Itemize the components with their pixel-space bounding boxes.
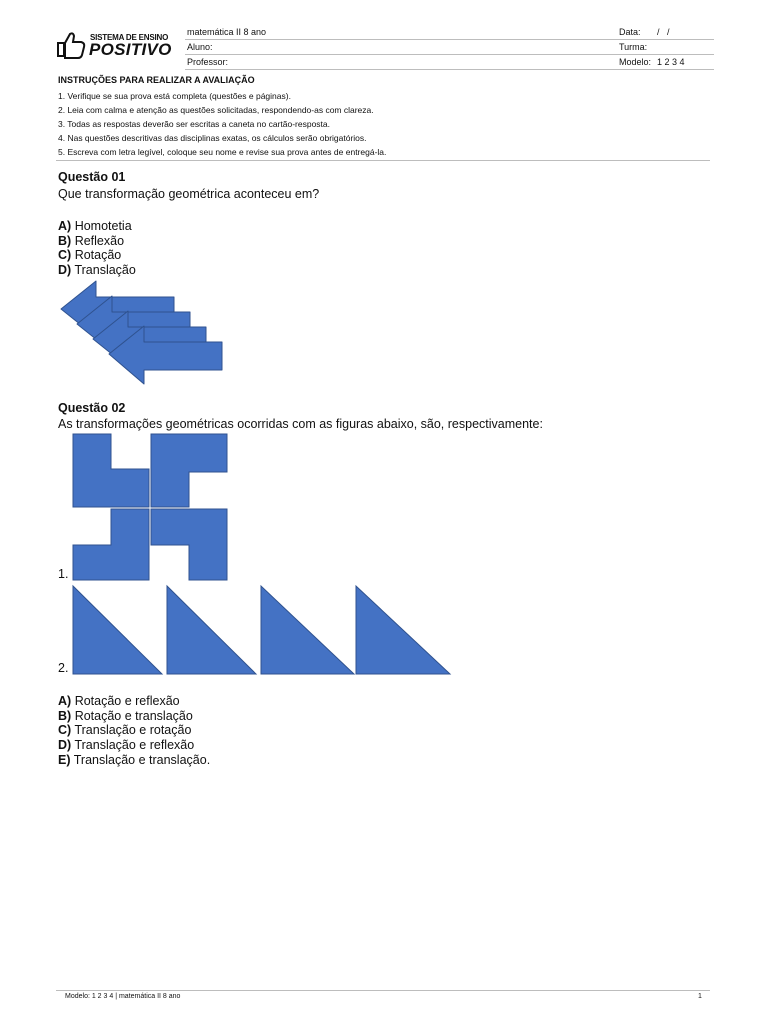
option-text: Translação e rotação [74, 723, 192, 737]
option-letter: D) [58, 263, 72, 277]
option-text: Reflexão [74, 234, 125, 248]
question-1-option-b [58, 234, 124, 249]
professor-label: Professor: [187, 57, 229, 67]
option-text: Rotação e reflexão [74, 694, 180, 708]
triangle-shape [261, 586, 354, 674]
subject-title: matemática II 8 ano [187, 27, 267, 37]
question-2-option-d [58, 738, 194, 753]
instruction-item: 5. Escreva com letra legível, coloque seu nome e revise sua prova antes de entregá-la. [58, 147, 387, 157]
footer-rule [56, 990, 710, 991]
question-2-option-a [58, 694, 180, 709]
l-shape [151, 434, 227, 507]
l-shape [151, 509, 227, 580]
question-1-option-c [58, 248, 121, 263]
option-letter: B) [58, 709, 72, 723]
question-1-option-a [58, 219, 132, 234]
header-rule [185, 39, 714, 40]
option-letter: C) [58, 723, 72, 737]
data-label: Data: [619, 27, 641, 37]
instruction-item: 1. Verifique se sua prova está completa (questões e páginas). [58, 91, 291, 101]
question-1-option-d [58, 263, 136, 278]
question-1-title: Questão 01 [58, 170, 126, 184]
page-number: 1 [698, 993, 702, 1000]
thumbs-up-icon [54, 30, 88, 60]
question-2-option-b [58, 709, 193, 724]
footer-model: Modelo: 1 2 3 4 | matemática II 8 ano [65, 993, 181, 1000]
aluno-label: Aluno: [187, 42, 213, 52]
option-text: Rotação [74, 248, 122, 262]
instructions-divider [56, 160, 710, 161]
question-2-title: Questão 02 [58, 401, 126, 415]
triangle-shape [356, 586, 450, 674]
option-letter: A) [58, 694, 72, 708]
modelo-label: Modelo: [619, 57, 652, 67]
modelo-value: 1 2 3 4 [657, 57, 685, 67]
triangle-shape [73, 586, 162, 674]
instructions-title: INSTRUÇÕES PARA REALIZAR A AVALIAÇÃO [58, 75, 255, 85]
logo-tagline: SISTEMA DE ENSINO [90, 33, 169, 42]
question-2-option-c [58, 723, 191, 738]
option-text: Translação e translação. [73, 753, 211, 767]
question-2-figure-1 [70, 433, 230, 583]
option-letter: B) [58, 234, 72, 248]
l-shape [73, 509, 149, 580]
data-value: / / [657, 27, 670, 37]
instruction-item: 2. Leia com calma e atenção as questões solicitadas, respondendo-as com clareza. [58, 105, 374, 115]
option-letter: E) [58, 753, 71, 767]
option-text: Rotação e translação [74, 709, 193, 723]
question-2-option-e [58, 753, 210, 768]
question-2-text: As transformações geométricas ocorridas com as figuras abaixo, são, respectivamente: [58, 417, 543, 431]
instruction-item: 3. Todas as respostas deverão ser escritas a caneta no cartão-resposta. [58, 119, 330, 129]
option-text: Translação [74, 263, 136, 277]
figure-2-label: 2. [58, 661, 69, 675]
option-text: Homotetia [74, 219, 132, 233]
option-letter: D) [58, 738, 72, 752]
question-1-text: Que transformação geométrica aconteceu em? [58, 187, 320, 201]
option-letter: C) [58, 248, 72, 262]
question-2-figure-2 [70, 584, 454, 678]
instruction-item: 4. Nas questões descritivas das disciplinas exatas, os cálculos serão obrigatórios. [58, 133, 367, 143]
option-text: Translação e reflexão [74, 738, 195, 752]
l-shape [73, 434, 149, 507]
header-rule [185, 69, 714, 70]
turma-label: Turma: [619, 42, 648, 52]
figure-1-label: 1. [58, 567, 69, 581]
question-1-arrows-figure [58, 280, 228, 390]
header-rule [185, 54, 714, 55]
triangle-shape [167, 586, 256, 674]
option-letter: A) [58, 219, 72, 233]
logo-wordmark: POSITIVO [89, 40, 172, 59]
